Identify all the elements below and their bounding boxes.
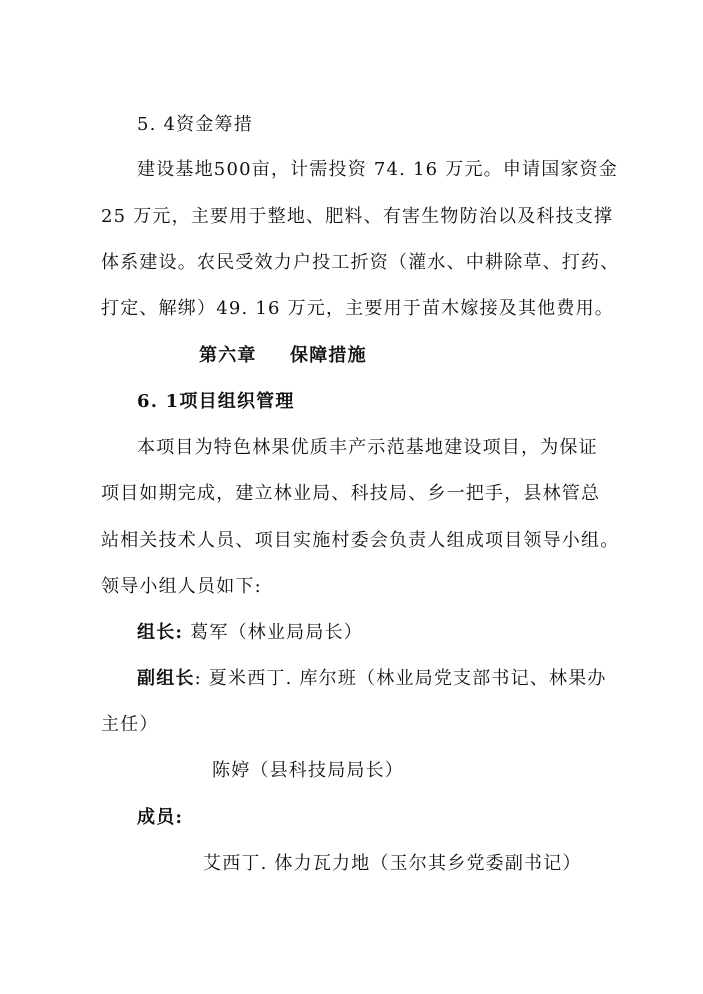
member-entry: 艾西丁. 体力瓦力地（玉尔其乡党委副书记） [203, 853, 582, 874]
paragraph-line: 领导小组人员如下: [101, 576, 262, 597]
paragraph-line: 本项目为特色林果优质丰产示范基地建设项目，为保证 [137, 437, 598, 458]
deputy-leader-value-continued: 主任） [101, 714, 159, 735]
deputy-leader-row [137, 667, 607, 691]
members-label: 成员: [137, 807, 184, 828]
deputy-leader-second-member: 陈婷（县科技局局长） [212, 760, 404, 781]
paragraph-line: 体系建设。农民受效力户投工折资（灌水、中耕除草、打药、 [101, 252, 620, 273]
group-leader-row [137, 621, 363, 645]
group-leader-label: 组长: [137, 622, 184, 643]
paragraph-line: 25 万元，主要用于整地、肥料、有害生物防治以及科技支撑 [101, 206, 614, 227]
paragraph-line: 打定、解绑）49. 16 万元，主要用于苗木嫁接及其他费用。 [101, 298, 614, 319]
chapter-number: 第六章 [199, 345, 257, 366]
section-5-4-heading: 5. 4资金筹措 [137, 114, 253, 135]
group-leader-value: 葛军（林业局局长） [190, 622, 363, 643]
section-6-1-heading: 6. 1项目组织管理 [137, 391, 295, 412]
paragraph-line: 项目如期完成，建立林业局、科技局、乡一把手，县林管总 [101, 483, 601, 504]
deputy-leader-value: : 夏米西丁. 库尔班（林业局党支部书记、林果办 [194, 668, 607, 689]
paragraph-line: 站相关技术人员、项目实施村委会负责人组成项目领导小组。 [101, 530, 620, 551]
chapter-title: 保障措施 [290, 345, 367, 366]
deputy-leader-label: 副组长 [137, 668, 195, 689]
paragraph-line: 建设基地500亩，计需投资 74. 16 万元。申请国家资金 [137, 159, 619, 180]
